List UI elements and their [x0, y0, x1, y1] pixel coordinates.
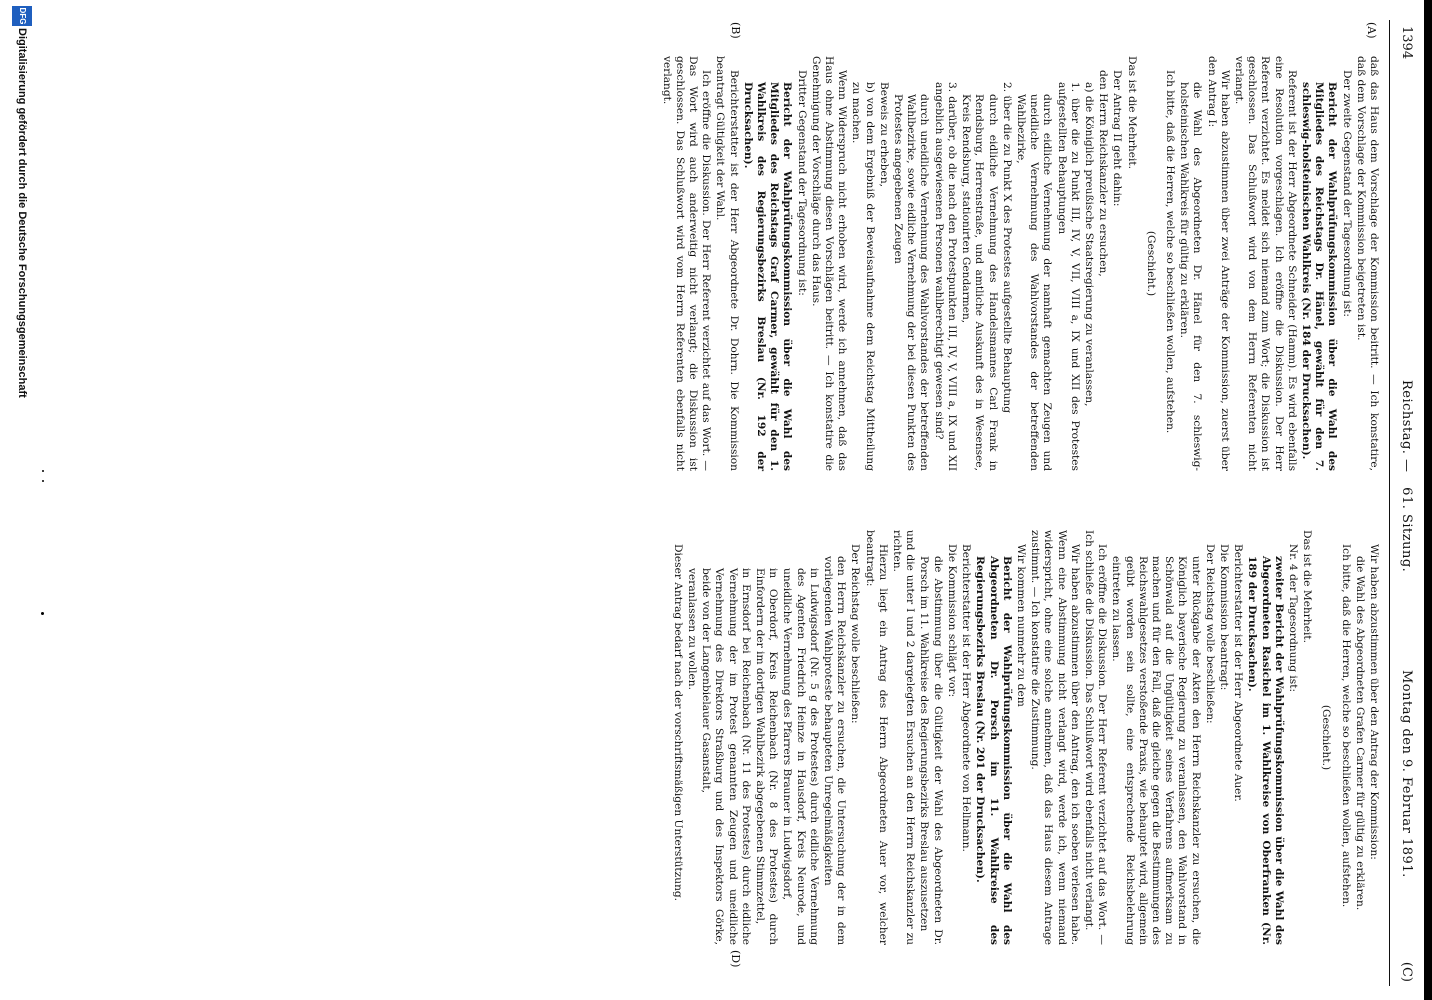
page-header: [1389, 20, 1416, 986]
paragraph: unter Rückgabe der Akten den Herrn Reichskanzler zu ersuchen, die Königlich bayerische Regierung zu veranlassen, den Wahlvorstand in Schönwald auf die Ungültigkeit seines Verfahrens aufmerksam zu machen und für den Fall, daß die gleiche gegen die Bestimmungen des Reichswahlgesetzes verstoßende Praxis, wie behauptet wird, allgemein geübt worden sein sollte, eine entsprechende Reichsbelehrung eintreten zu lassen.: [1110, 556, 1202, 945]
list-item: 3. darüber, ob die nach den Protestpunkten III, IV, V, VIII a, IX und XII angeblich ausgewiesenen Personen wahlberechtigt gewesen sind?: [932, 82, 958, 471]
paragraph: Ich bitte, daß die Herren, welche so beschließen wollen, aufstehen.: [1163, 70, 1176, 434]
paragraph: veranlassen zu wollen.: [686, 568, 699, 690]
paragraph: die Wahl des Abgeordneten Dr. Hänel für den 7. schleswig-holsteinischen Wahlkreis für gültig zu erklären.: [1178, 82, 1204, 471]
left-column: [658, 56, 1380, 471]
paragraph: Wir kommen nunmehr zu dem: [1014, 544, 1027, 707]
paragraph: Der Reichstag wolle beschließen:: [1203, 544, 1216, 724]
paragraph: Berichterstatter ist der Herr Abgeordnete von Hellmann.: [960, 544, 973, 852]
list-item: 2. über die zu Punkt X des Protestes aufgestellte Behauptung: [1000, 82, 1013, 414]
margin-marker-c-top: (C): [1399, 961, 1414, 982]
paragraph: Nr. 4 der Tagesordnung ist:: [1286, 544, 1299, 693]
list-item: 1. über die zu Punkt III, IV, V, VII, VIII a, IX und XII des Protestes aufgestellten Behauptungen: [1055, 82, 1081, 471]
paragraph: daß das Haus dem Vorschlage der Kommission beitritt. — Ich konstatire, daß dem Vorschlage der Kommission beigetreten ist.: [1354, 56, 1380, 471]
paragraph: Referent ist der Herr Abgeordnete Schneider (Hamm). Es wird ebenfalls eine Resolution vorgeschlagen. Ich eröffne die Diskussion. Der Herr Referent verzichtet. Es meldet sich niemand zum Wort; die Diskussion ist geschlossen. Das Schlußwort wird von dem Herrn Referenten nicht verlangt.: [1232, 56, 1298, 471]
margin-marker-b: (B): [729, 22, 742, 39]
paragraph: und die unter I und 2 dargelegten Ersuchen an den Herrn Reichskanzler zu richten.: [891, 530, 917, 945]
margin-marker-d: (D): [729, 950, 742, 968]
paragraph: Wir haben abzustimmen über zwei Anträge der Kommission, zuerst über den Antrag I:: [1205, 56, 1231, 471]
paragraph: Das ist die Mehrheit.: [1301, 530, 1314, 643]
list-item: in Ernsdorf bei Reichenbach (Nr. 11 des Protestes) durch eidliche Vernehmung der im Protest genannten Zeugen und uneidliche Vernehmung des Direktors Straßburg und des Inspektors Görke, beide von der Langenbielauer Gasanstalt,: [700, 568, 752, 945]
paragraph: die Abstimmung über die Gültigkeit der Wahl des Abgeordneten Dr. Porsch im 11. Wahlkreise des Regierungsbezirks Breslau auszusetzen: [918, 556, 944, 945]
paragraph: Ich eröffne die Diskussion. Der Herr Referent verzichtet auf das Wort. — Das Wort wird auch anderweitig nicht verlangt; die Diskussion ist geschlossen. Das Schlußwort wird vom Herrn Referenten ebenfalls nicht verlangt.: [660, 56, 713, 471]
list-item: durch uneidliche Vernehmung des Wahlvorstandes der betreffenden Wahlbezirke, sowie eidliche Vernehmung der bei diesen Punkten des Protestes angegebenen Zeugen: [892, 94, 931, 471]
list-item: durch eidliche Vernehmung der namhaft gemachten Zeugen und uneidliche Vernehmung des Wahlvorstandes der betreffenden Wahlbezirke,: [1014, 94, 1054, 471]
scan-speck: [42, 480, 44, 482]
paragraph: Der Reichstag wolle beschließen:: [849, 544, 862, 724]
paragraph: Berichterstatter ist der Herr Abgeordnete Auer.: [1232, 544, 1245, 802]
paragraph: die Wahl des Abgeordneten Grafen Carmer für gültig zu erklären.: [1353, 556, 1366, 911]
paragraph: Die Kommission schlägt vor:: [945, 544, 958, 698]
paragraph: den Herrn Reichskanzler zu ersuchen,: [1097, 70, 1110, 277]
paragraph: Der zweite Gegenstand der Tagesordnung ist:: [1340, 70, 1353, 318]
paragraph: Die Kommission beantragt:: [1217, 544, 1230, 691]
page-number: 1394: [1399, 26, 1414, 60]
list-item: b) von dem Ergebniß der Beweisaufnahme dem Reichstag Mittheilung zu machen.: [850, 82, 876, 471]
list-item: in Oberdorf, Kreis Reichenbach (Nr. 8 des Protestes) durch Einfordern der im dortigen Wahlbezirk abgegebenen Stimmzettel,: [754, 568, 780, 945]
agenda-heading: Bericht der Wahlprüfungskommission über die Wahl des Mitgliedes des Reichstags Graf Carmer, gewählt für den 1. Wahlkreis des Regierungsbezirks Breslau (Nr. 192 der Drucksachen).: [741, 82, 794, 471]
paragraph: Ich bitte, daß die Herren, welche so beschließen wollen, aufstehen.: [1339, 544, 1352, 908]
scan-speck: [41, 612, 44, 615]
procedural-note: (Geschieht.): [1144, 230, 1157, 297]
procedural-note: (Geschieht.): [1320, 704, 1333, 771]
session-number: 61. Sitzung.: [1399, 487, 1414, 573]
paragraph: Wenn Widerspruch nicht erhoben wird, werde ich annehmen, daß das Haus ohne Abstimmung diesen Vorschlägen beitritt. — Ich konstatire die Genehmigung der Vorschläge durch das Haus.: [809, 56, 849, 471]
dfg-logo: DFG: [12, 6, 32, 26]
paragraph: den Herrn Reichskanzler zu ersuchen, die Untersuchung der in dem vorliegenden Wahlproteste behaupteten Unregelmäßigkeiten: [822, 556, 848, 945]
list-item: durch eidliche Vernehmung des Handelsmannes Carl Frank in Rendsburg, Herrenstraße, und amtliche Auskunft des in Wesensee, Kreis Rendsburg, stationirten Gendarmen,: [960, 94, 999, 471]
agenda-heading: zweiter Bericht der Wahlprüfungskommission über die Wahl des Abgeordneten Rasichel im 1. Wahlkreise von Oberfranken (Nr. 189 der Drucksachen).: [1246, 556, 1285, 945]
agenda-heading: Bericht der Wahlprüfungskommission über die Wahl des Abgeordneten Dr. Porsch im 11. Wahlkreise des Regierungsbezirks Breslau (Nr. 201 der Drucksachen).: [974, 556, 1013, 945]
list-item: Beweis zu erheben,: [877, 82, 890, 188]
paragraph: Das ist die Mehrheit.: [1125, 56, 1138, 169]
list-item: in Ludwigsdorf (Nr. 5 g des Protestes) durch eidliche Vernehmung des Agenten Friedrich Heinze in Hausdorf, Kreis Neurode, und uneidliche Vernehmung des Pfarrers Brauner in Ludwigsdorf,: [781, 568, 820, 945]
paragraph: Der Antrag II geht dahin:: [1111, 70, 1124, 207]
scan-edge: [1424, 0, 1432, 1000]
agenda-heading: Bericht der Wahlprüfungskommission über die Wahl des Mitgliedes des Reichstags Dr. Hänel, gewählt für den 7. schleswig-holsteinischen Wahlkreis (Nr. 184 der Drucksachen).: [1299, 82, 1339, 471]
right-column: [670, 530, 1380, 945]
paragraph: Wir haben abzustimmen über den Antrag, den ich soeben verlesen habe. Wenn eine Abstimmung nicht verlangt wird, werde ich, wenn niemand widerspricht, ohne eine solche annehmen, daß das Haus diesem Antrage zustimmt. — Ich konstatire die Zustimmung.: [1029, 530, 1081, 945]
paragraph: Ich eröffne die Diskussion. Der Herr Referent verzichtet auf das Wort. — Ich schließe die Diskussion. Das Schlußwort wird ebenfalls nicht verlangt.: [1082, 530, 1109, 945]
session-date: Montag den 9. Februar 1891.: [1399, 670, 1414, 878]
paragraph: Dritter Gegenstand der Tagesordnung ist:: [795, 70, 808, 296]
dfg-credit: Digitalisierung gefördert durch die Deutsche Forschungsgemeinschaft: [16, 28, 28, 398]
publication-name: Reichstag. —: [1399, 380, 1414, 473]
scan-speck: [42, 470, 44, 472]
publication-title: [1399, 380, 1414, 572]
paragraph: Wir haben abzustimmen über den Antrag der Kommission:: [1368, 544, 1380, 860]
list-item: a) die Königlich preußische Staatsregierung zu veranlassen,: [1082, 82, 1095, 407]
digitization-footer: [0, 0, 34, 1000]
paragraph: Hierzu liegt ein Antrag des Herrn Abgeordneten Auer vor, welcher beantragt:: [863, 530, 889, 945]
margin-marker-a: (A): [1365, 22, 1378, 39]
paragraph: Berichterstatter ist der Herr Abgeordnete Dr. Dohrn. Die Kommission beantragt Gültigkeit der Wahl.: [714, 56, 740, 471]
paragraph: Dieser Antrag bedarf nach der vorschriftsmäßigen Unterstützung.: [671, 544, 684, 902]
